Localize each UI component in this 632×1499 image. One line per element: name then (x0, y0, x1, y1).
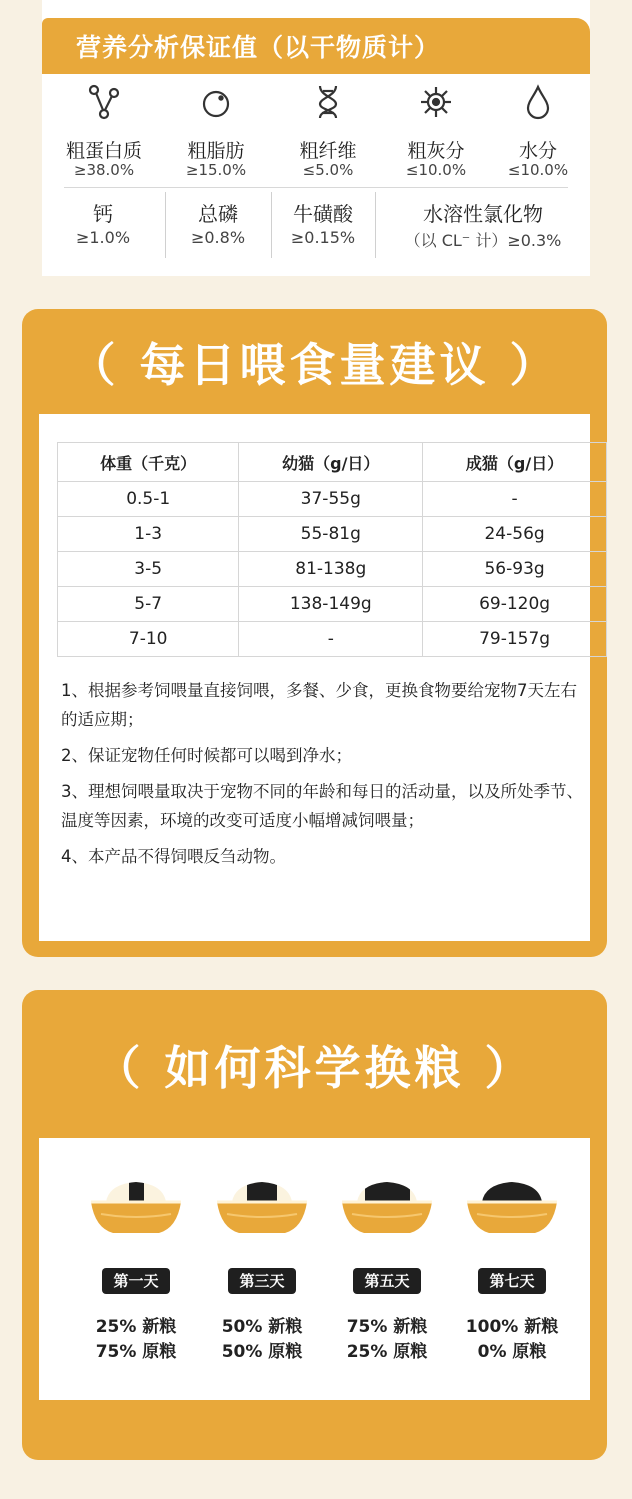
nutrient-phosphorus (166, 192, 270, 258)
feeding-notes (61, 676, 593, 878)
adult-cell: - (423, 482, 607, 517)
new-food-ratio: 100% 新粮 (465, 1317, 559, 1337)
nutrition-divider (64, 187, 568, 188)
table-row (58, 622, 607, 657)
molecule-icon (88, 84, 120, 120)
kitten-cell: - (239, 622, 423, 657)
feeding-title: （ 每日喂食量建议 ） (69, 338, 560, 392)
nutrient-value: （以 CL⁻ 计）≥0.3% (404, 231, 562, 250)
adult-cell: 56-93g (423, 552, 607, 587)
nutrient-name: 总磷 (198, 202, 238, 226)
table-header-row (58, 443, 607, 482)
nutrient-value: ≥0.8% (190, 228, 246, 247)
dna-icon (312, 84, 344, 120)
nutrient-name: 水溶性氯化物 (423, 202, 543, 226)
kitten-cell: 81-138g (239, 552, 423, 587)
nutrient-value: ≥0.15% (290, 228, 356, 247)
table-row (58, 482, 607, 517)
nutrient-value: ≤5.0% (302, 161, 354, 179)
old-food-ratio: 25% 原粮 (346, 1342, 428, 1362)
food-bowl-icon (340, 1178, 434, 1236)
note-item: 1、根据参考饲喂量直接饲喂，多餐、少食，更换食物要给宠物7天左右的适应期； (61, 681, 577, 729)
note-item: 4、本产品不得饲喂反刍动物。 (61, 847, 286, 866)
weight-cell: 3-5 (58, 552, 239, 587)
nutrient-value: ≤10.0% (405, 161, 467, 179)
note-item: 2、保证宠物任何时候都可以喝到净水； (61, 746, 352, 765)
old-food-ratio: 75% 原粮 (95, 1342, 177, 1362)
water-drop-icon (522, 84, 554, 120)
food-bowl-icon (89, 1178, 183, 1236)
adult-cell: 69-120g (423, 587, 607, 622)
food-change-card (22, 990, 607, 1460)
nutrient-calcium (42, 192, 164, 258)
new-food-ratio: 25% 新粮 (95, 1317, 177, 1337)
table-row (58, 552, 607, 587)
feeding-table (57, 442, 607, 657)
feeding-card (22, 309, 607, 957)
nutrient-value: ≥38.0% (73, 161, 135, 179)
nutrition-row-minerals (42, 192, 590, 262)
new-food-ratio: 50% 新粮 (221, 1317, 303, 1337)
nutrient-name: 水分 (518, 140, 557, 162)
old-food-ratio: 0% 原粮 (477, 1342, 547, 1362)
nutrient-name: 粗灰分 (407, 140, 465, 162)
nutrient-name: 粗纤维 (299, 140, 357, 162)
day-badge: 第五天 (353, 1268, 421, 1294)
nutrient-name: 粗蛋白质 (65, 140, 142, 162)
weight-cell: 1-3 (58, 517, 239, 552)
food-change-content (39, 1138, 590, 1400)
header-kitten: 幼猫（g/日） (239, 443, 423, 482)
day-badge: 第三天 (228, 1268, 296, 1294)
table-row (58, 587, 607, 622)
nutrient-name: 牛磺酸 (293, 202, 353, 226)
day-badge: 第七天 (478, 1268, 546, 1294)
old-food-ratio: 50% 原粮 (221, 1342, 303, 1362)
nutrient-name: 钙 (93, 202, 113, 226)
virus-icon (420, 84, 452, 120)
kitten-cell: 37-55g (239, 482, 423, 517)
kitten-cell: 138-149g (239, 587, 423, 622)
nutrition-row-primary (42, 84, 590, 184)
nutrition-title: 营养分析保证值（以干物质计） (76, 33, 441, 62)
nutrient-name: 粗脂肪 (187, 140, 245, 162)
new-food-ratio: 75% 新粮 (346, 1317, 428, 1337)
weight-cell: 5-7 (58, 587, 239, 622)
feeding-content (39, 414, 590, 941)
food-bowl-icon (215, 1178, 309, 1236)
header-adult: 成猫（g/日） (423, 443, 607, 482)
kitten-cell: 55-81g (239, 517, 423, 552)
header-weight: 体重（千克） (58, 443, 239, 482)
nutrient-value: ≥15.0% (185, 161, 247, 179)
day-badge: 第一天 (102, 1268, 170, 1294)
nutrient-chloride (376, 192, 590, 258)
adult-cell: 79-157g (423, 622, 607, 657)
food-bowl-icon (465, 1178, 559, 1236)
circle-icon (200, 84, 232, 120)
note-item: 3、理想饲喂量取决于宠物不同的年龄和每日的活动量，以及所处季节、温度等因素，环境的改变可适度小幅增减饲喂量； (61, 782, 583, 830)
nutrition-panel (42, 0, 590, 276)
nutrient-value: ≥1.0% (75, 228, 131, 247)
food-change-title: （ 如何科学换粮 ） (94, 1041, 535, 1095)
adult-cell: 24-56g (423, 517, 607, 552)
nutrient-taurine (272, 192, 374, 258)
nutrition-header (42, 18, 590, 74)
table-row (58, 517, 607, 552)
weight-cell: 7-10 (58, 622, 239, 657)
weight-cell: 0.5-1 (58, 482, 239, 517)
nutrient-value: ≤10.0% (507, 161, 569, 179)
